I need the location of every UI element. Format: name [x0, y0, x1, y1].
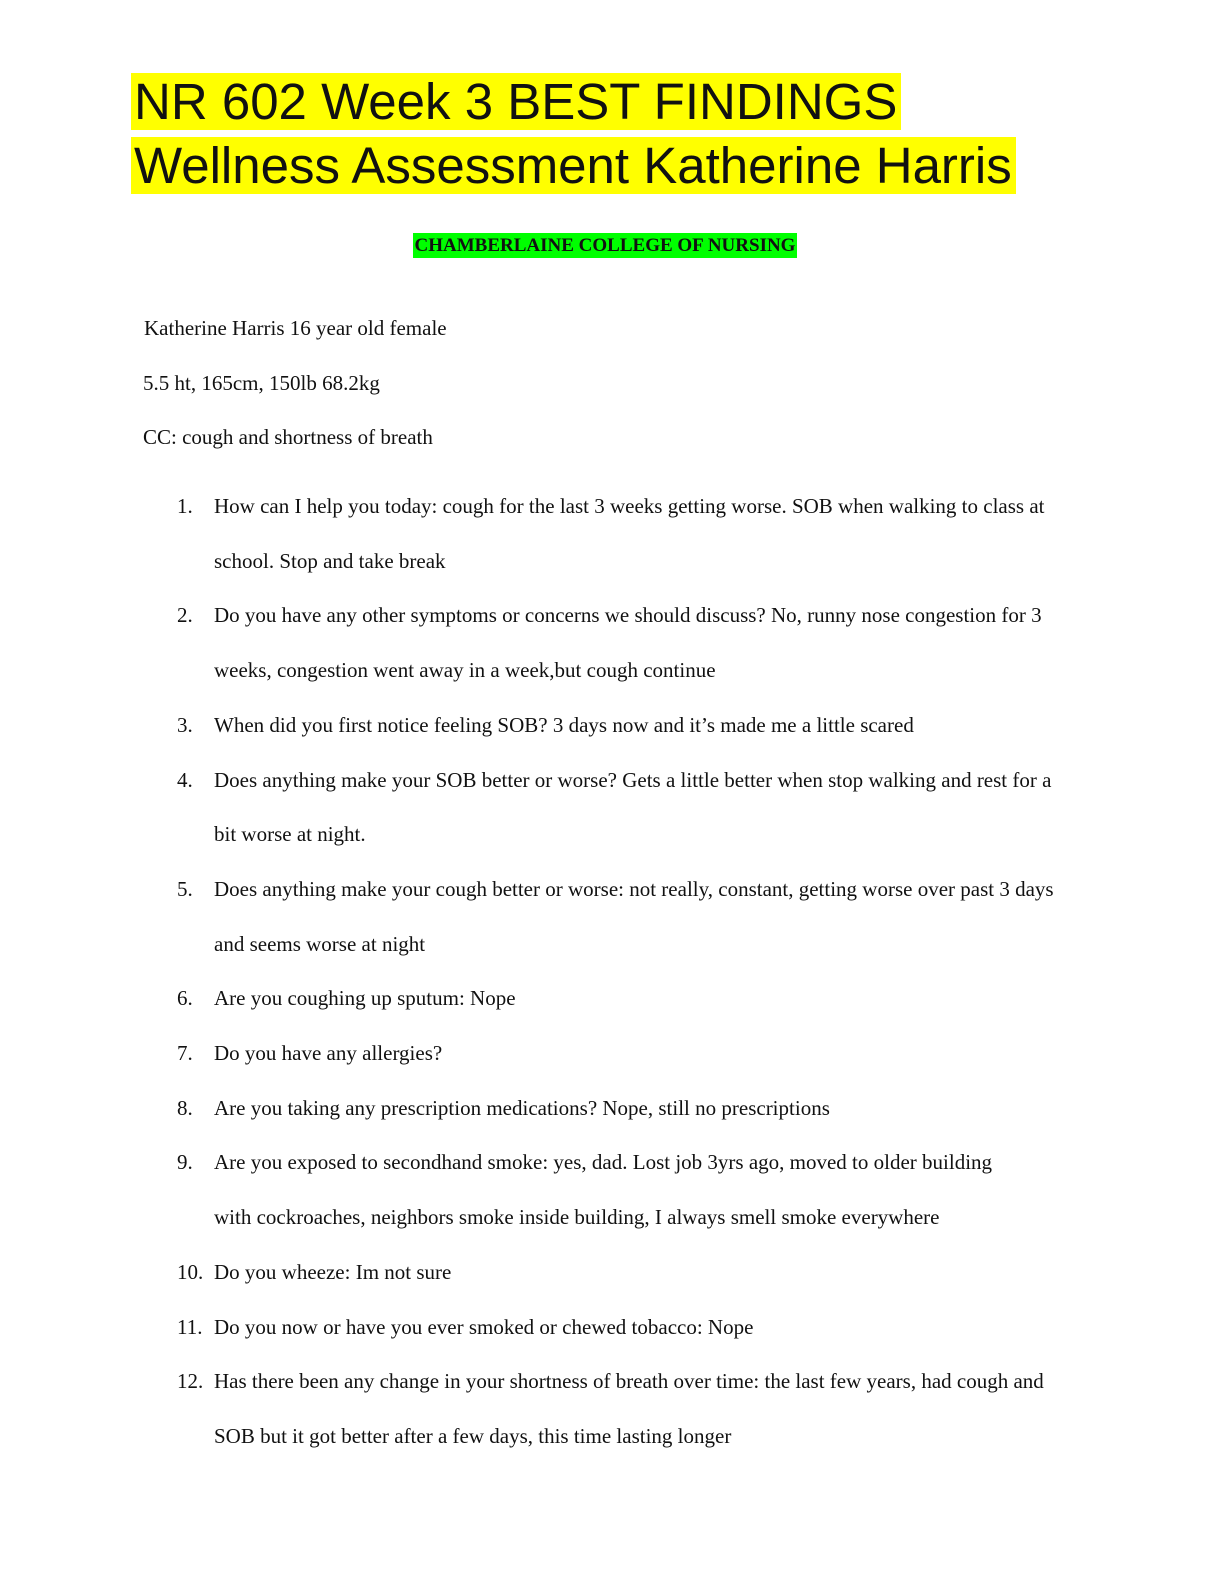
item-number: 1. [177, 494, 193, 518]
list-item [0, 753, 1064, 862]
item-text: Are you coughing up sputum: Nope [214, 986, 516, 1011]
college-name: CHAMBERLAINE COLLEGE OF NURSING [414, 235, 796, 256]
item-number: 9. [177, 1150, 193, 1175]
item-text: Do you have any other symptoms or concerns we should discuss? No, runny nose congestion for 3 weeks, congestion went away in a week,but cough continue [214, 603, 1042, 683]
list-item [0, 1300, 1064, 1355]
item-number: 2. [177, 603, 193, 628]
question-list [0, 479, 1064, 1464]
item-text: Do you now or have you ever smoked or chewed tobacco: Nope [214, 1314, 754, 1339]
list-item [0, 1081, 1064, 1136]
list-item [0, 1245, 1064, 1300]
item-number: 4. [177, 767, 193, 792]
item-text: Are you exposed to secondhand smoke: yes, dad. Lost job 3yrs ago, moved to older building with cockroaches, neighbors smoke inside building, I always smell smoke everywhere [214, 1150, 993, 1230]
item-number: 5. [177, 876, 193, 901]
item-text: Do you have any allergies? [214, 1041, 443, 1066]
document-title [131, 70, 1016, 198]
item-text: Does anything make your SOB better or worse? Gets a little better when stop walking and rest for a bit worse at night. [214, 767, 1052, 847]
list-item [0, 1135, 1064, 1244]
item-number: 10. [177, 1259, 204, 1284]
list-item [0, 1354, 1064, 1463]
item-number: 3. [177, 712, 193, 737]
item-number: 7. [177, 1041, 193, 1066]
list-item [0, 971, 1064, 1026]
list-item [0, 1026, 1064, 1081]
item-number: 6. [177, 986, 193, 1011]
item-number: 11. [177, 1314, 203, 1339]
list-item [0, 698, 1064, 753]
patient-name-age: Katherine Harris 16 year old female [144, 316, 447, 340]
item-text: Does anything make your cough better or worse: not really, constant, getting worse over past 3 days and seems worse at night [214, 876, 1054, 956]
chief-complaint: CC: cough and shortness of breath [143, 425, 433, 449]
item-text: Are you taking any prescription medications? Nope, still no prescriptions [214, 1095, 830, 1120]
list-item [0, 862, 1064, 971]
title-line-2: Wellness Assessment Katherine Harris [131, 137, 1016, 194]
item-text: Do you wheeze: Im not sure [214, 1259, 452, 1284]
title-line-1: NR 602 Week 3 BEST FINDINGS [131, 73, 901, 130]
item-number: 12. [177, 1369, 204, 1394]
list-item [0, 588, 1064, 697]
item-number: 8. [177, 1095, 193, 1120]
college-heading [0, 232, 1210, 260]
list-item [0, 479, 1064, 588]
item-text: Has there been any change in your shortness of breath over time: the last few years, had cough and SOB but it got better after a few days, this time lasting longer [214, 1369, 1044, 1448]
patient-measurements: 5.5 ht, 165cm, 150lb 68.2kg [143, 371, 380, 395]
item-text: How can I help you today: cough for the last 3 weeks getting worse. SOB when walking to class at school. Stop and take break [214, 494, 1045, 573]
item-text: When did you first notice feeling SOB? 3 days now and it’s made me a little scared [214, 712, 914, 737]
